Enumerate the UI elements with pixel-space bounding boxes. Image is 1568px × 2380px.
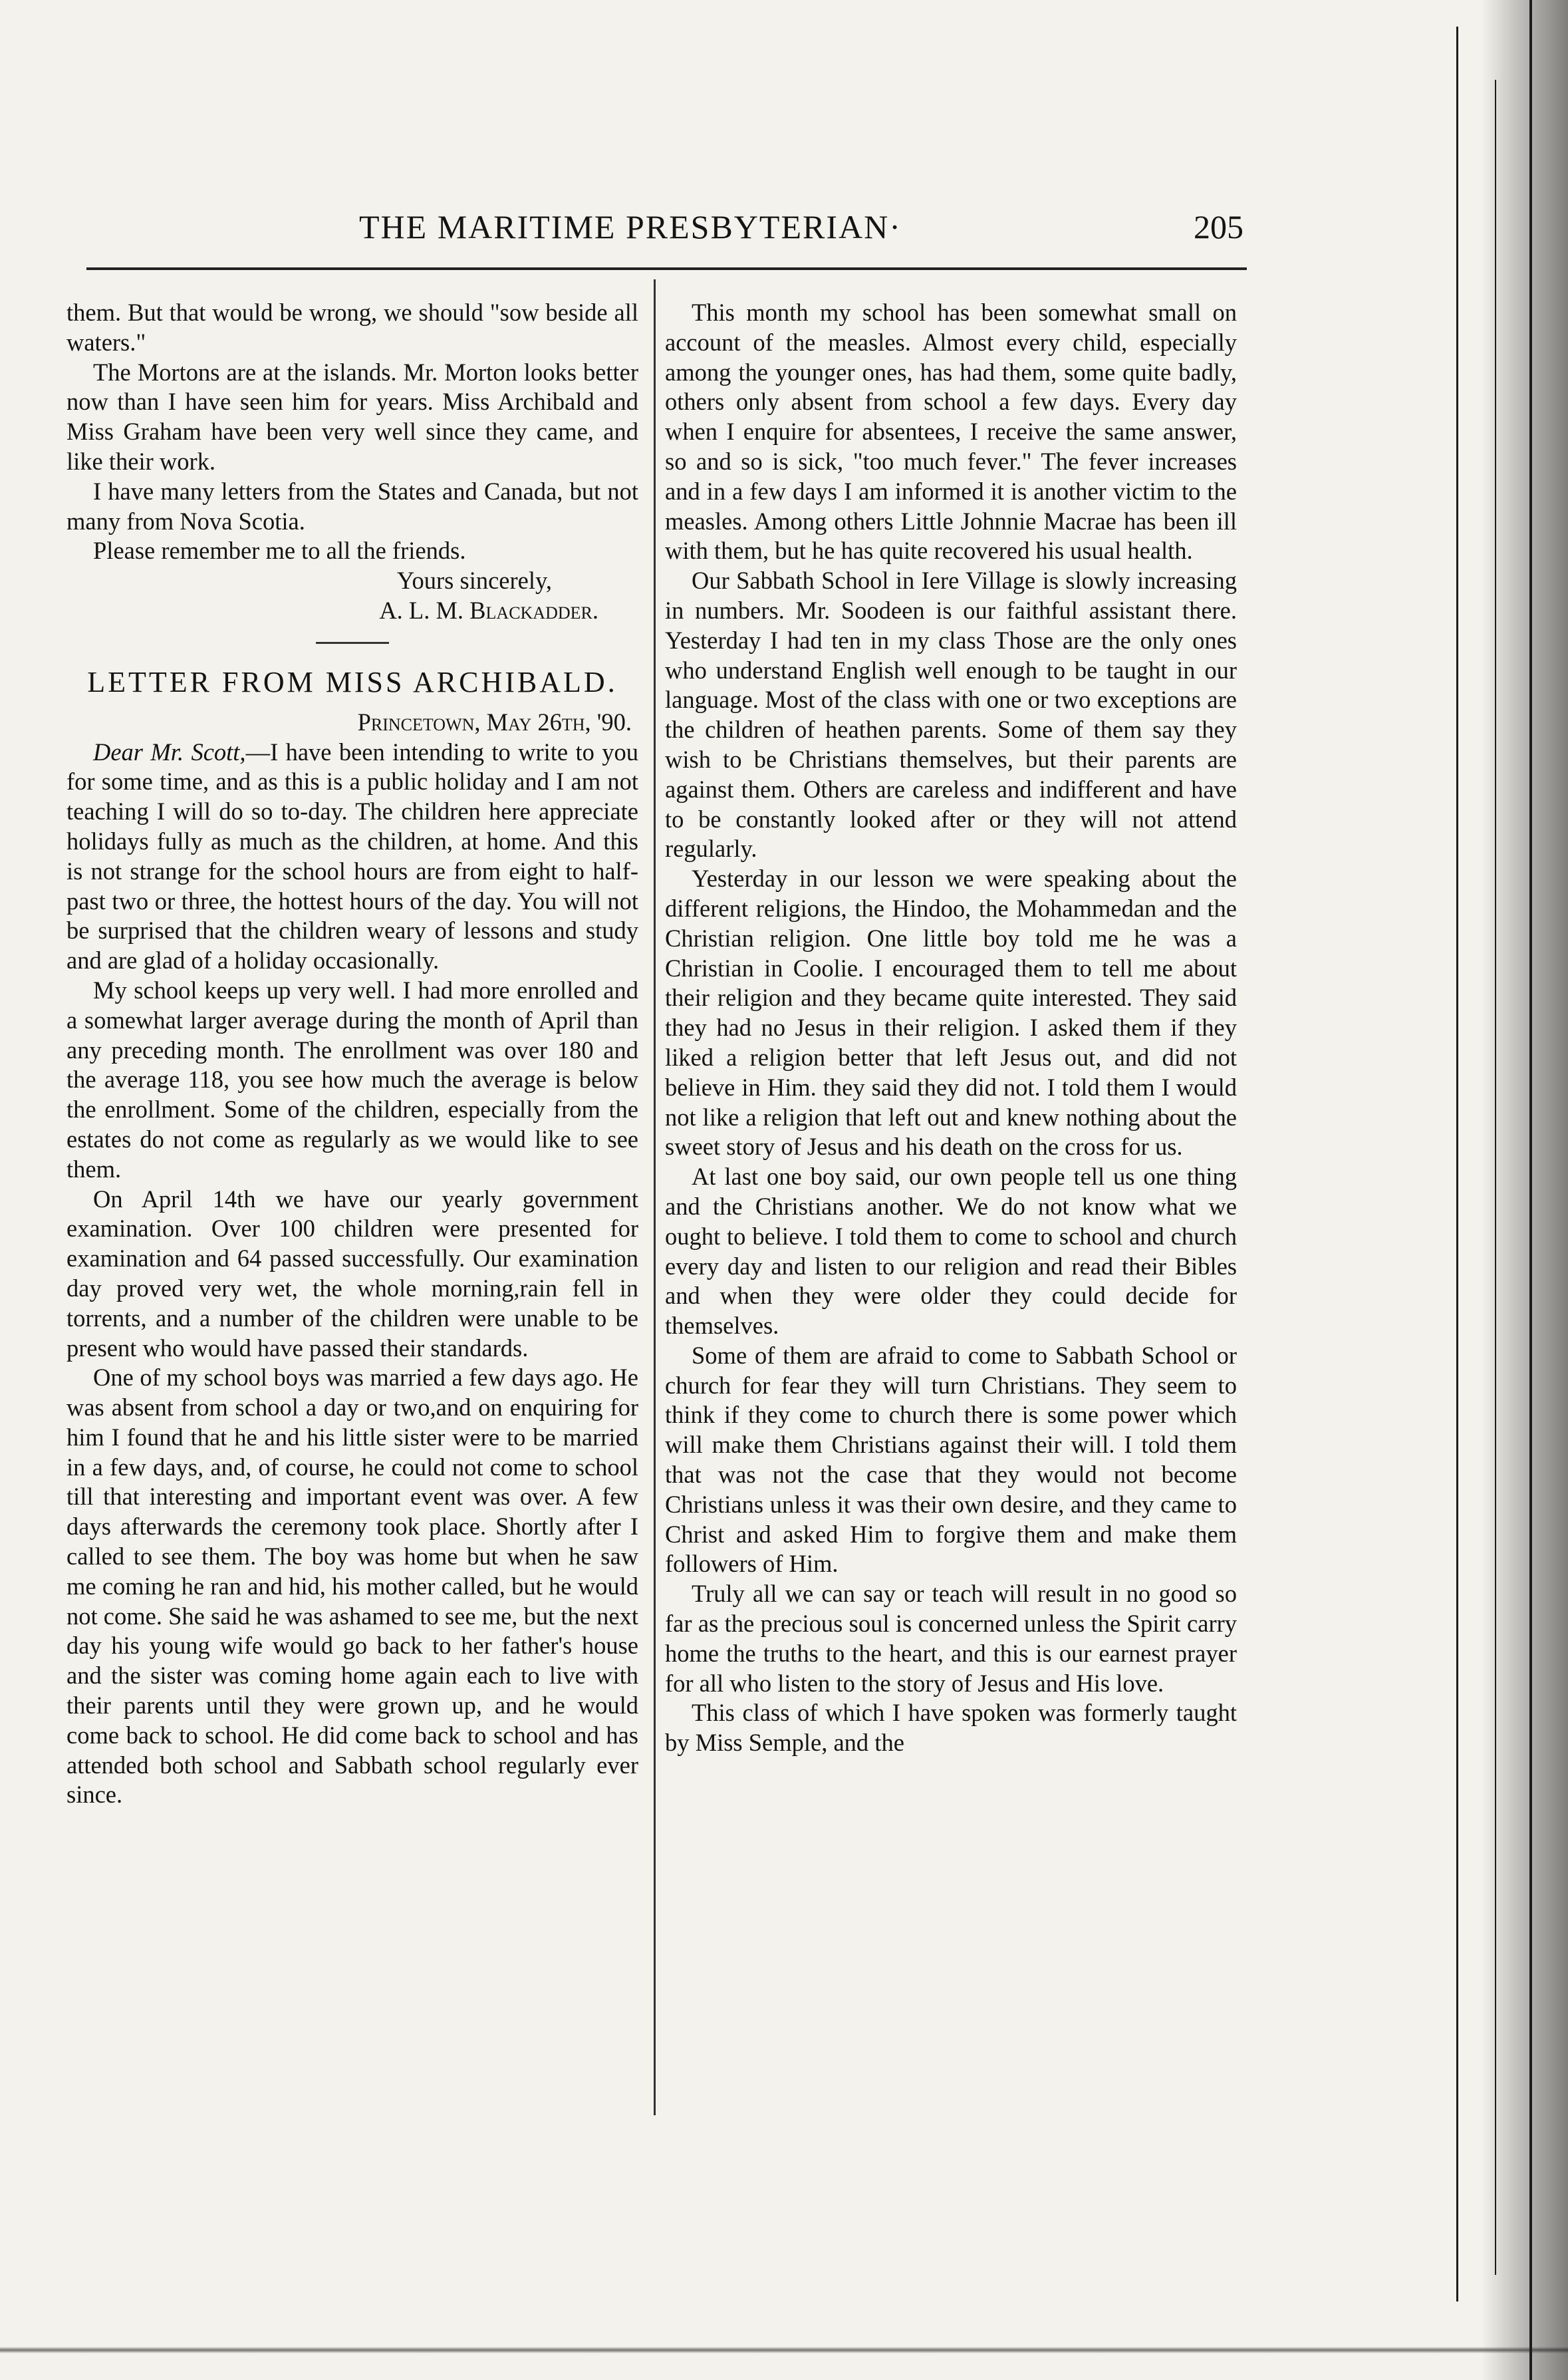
- left-column: [66, 298, 638, 1810]
- continued-paragraph: them. But that would be wrong, we should "sow beside all waters.": [66, 299, 638, 356]
- continued-paragraph: I have many letters from the States and Canada, but not many from Nova Scotia.: [66, 477, 638, 535]
- page-header: [106, 208, 1243, 250]
- section-separator: [316, 642, 389, 644]
- continued-paragraph: Please remember me to all the friends.: [93, 537, 466, 565]
- page-edge-streak: [1529, 0, 1532, 2380]
- article-heading: LETTER FROM MISS ARCHIBALD.: [87, 665, 618, 698]
- article-paragraph: At last one boy said, our own people tell us one thing and the Christians another. We do not know what we ought to believe. I told them to come to school and church every day and listen to our religion and read their Bibles and when they were older they could decide for themselves.: [665, 1163, 1237, 1340]
- page-bottom-edge: [0, 2347, 1568, 2353]
- salutation: Dear Mr. Scott,: [93, 738, 246, 766]
- page-edge-streak: [1456, 27, 1458, 2302]
- article-paragraph: Some of them are afraid to come to Sabbath School or church for fear they will turn Christians. They seem to think if they come to church there is some power which will make them Christians against their will. I told them that was not the case that they would not become Christians unless it was their own desire, and they came to Christ and asked Him to forgive them and make them followers of Him.: [665, 1341, 1237, 1578]
- column-divider: [654, 279, 656, 2115]
- article-paragraph: Yesterday in our lesson we were speaking about the different religions, the Hindoo, the Mohammedan and the Christian religion. One little boy told me he was a Christian in Coolie. I encouraged them to tell me about their religion and they became quite interested. They said they had no Jesus in their religion. I asked them if they liked a religion better that left Jesus out, and did not believe in Him. they said they did not. I told them I would not like a religion that left out and knew nothing about the sweet story of Jesus and his death on the cross for us.: [665, 865, 1237, 1161]
- salutation-body: —I have been intending to write to you for some time, and as this is a public holiday and I am not teaching I will do so to-day. The children here appreciate holidays fully as much as the children, at home. And this is not strange for the school hours are from eight to half-past two or three, the hottest hours of the day. You will not be surprised that the children weary of lessons and study and are glad of a holiday occasionally.: [66, 738, 639, 974]
- article-paragraph: Truly all we can say or teach will result in no good so far as the precious soul is concerned unless the Spirit carry home the truths to the heart, and this is our earnest prayer for all who listen to the story of Jesus and His love.: [665, 1580, 1237, 1697]
- article-paragraph: Our Sabbath School in Iere Village is slowly increasing in numbers. Mr. Soodeen is our faithful assistant there. Yesterday I had ten in my class Those are the only ones who understand English well enough to be taught in our language. Most of the class with one or two exceptions are the children of heathen parents. Some of them say they wish to be Christians themselves, but their parents are against them. Others are careless and indifferent and have to be constantly looked after or they will not attend regularly.: [665, 567, 1237, 863]
- article-paragraph: On April 14th we have our yearly government examination. Over 100 children were presented for examination and 64 passed successfully. Our examination day proved very wet, the whole morning,rain fell in torrents, and a number of the children were unable to be present who would have passed their standards.: [66, 1185, 638, 1362]
- letter-signature: A. L. M. Blackadder.: [379, 596, 598, 624]
- page-number: 205: [1194, 208, 1243, 245]
- article-paragraph: [66, 738, 638, 976]
- article-paragraph: This class of which I have spoken was formerly taught by Miss Semple, and the: [665, 1699, 1237, 1757]
- page-edge-streak: [1495, 80, 1496, 2275]
- publication-title: THE MARITIME PRESBYTERIAN·: [359, 208, 902, 245]
- dateline: Princetown, May 26th, '90.: [357, 708, 632, 736]
- right-column: [665, 298, 1237, 1758]
- article-paragraph: My school keeps up very well. I had more enrolled and a somewhat larger average during the month of April than any preceding month. The enrollment was over 180 and the average 118, you see how much the average is below the enrollment. Some of the children, especially from the estates do not come as regularly as we would like to see them.: [66, 976, 638, 1183]
- letter-signoff: Yours sincerely,: [396, 567, 552, 595]
- header-rule: [86, 267, 1247, 270]
- continued-paragraph: The Mortons are at the islands. Mr. Morton looks better now than I have seen him for years. Miss Archibald and Miss Graham have been very well since they came, and like their work.: [66, 358, 638, 475]
- article-paragraph: One of my school boys was married a few days ago. He was absent from school a day or two,and on enquiring for him I found that he and his little sister were to be married in a few days, and, of course, he could not come to school till that interesting and important event was over. A few days afterwards the ceremony took place. Shortly after I called to see them. The boy was home but when he saw me coming he ran and hid, his mother called, but he would not come. She said he was ashamed to see me, but the next day his young wife would go back to her father's house and the sister was coming home again each to live with their parents until they were grown up, and he would come back to school. He did come back to school and has attended both school and Sabbath school regularly ever since.: [66, 1364, 638, 1809]
- article-paragraph: This month my school has been somewhat small on account of the measles. Almost every child, especially among the younger ones, has had them, some quite badly, others only absent from school a few days. Every day when I enquire for absentees, I receive the same answer, so and so is sick, "too much fever." The fever increases and in a few days I am informed it is another victim to the measles. Among others Little Johnnie Macrae has been ill with them, but he has quite recovered his usual health.: [665, 299, 1237, 565]
